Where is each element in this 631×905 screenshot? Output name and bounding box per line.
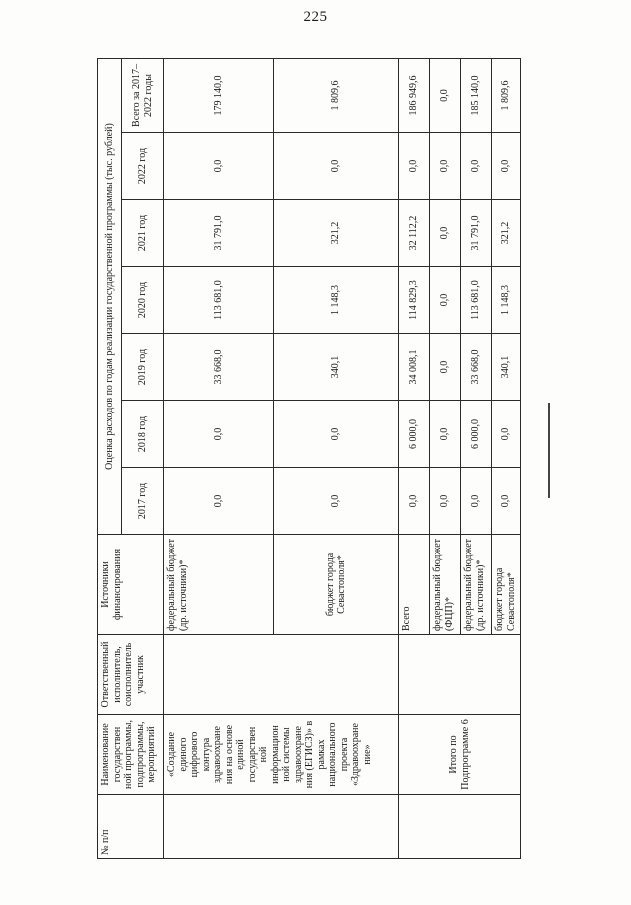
rotated-table-container <box>97 59 520 859</box>
value-cell: 0,0 <box>399 133 430 200</box>
value-cell: 0,0 <box>492 468 521 535</box>
value-cell: 340,1 <box>492 334 521 401</box>
header-name: Наименование государствен ной программы, подпрограммы, мероприятий <box>98 715 164 795</box>
value-cell: 1 148,3 <box>274 267 399 334</box>
total-no-cell <box>399 795 521 859</box>
value-cell: 321,2 <box>492 200 521 267</box>
value-cell: 186 949,6 <box>399 58 430 132</box>
scan-mark <box>548 403 550 498</box>
total-responsible-cell <box>399 635 521 715</box>
value-cell: 34 008,1 <box>399 334 430 401</box>
value-cell: 32 112,2 <box>399 200 430 267</box>
value-cell: 0,0 <box>430 334 461 401</box>
header-year-2019: 2019 год <box>122 334 164 401</box>
value-cell: 179 140,0 <box>164 58 274 132</box>
total-label: Итого по Подпрограмме 6 <box>399 715 521 795</box>
header-sources: Источники финансирования <box>98 535 164 635</box>
header-responsible: Ответственный исполнитель, соисполнитель участник <box>98 635 164 715</box>
value-cell: 340,1 <box>274 334 399 401</box>
source-label: федеральный бюджет (др. источники)* <box>164 535 274 635</box>
source-label: федеральный бюджет (др. источники)* <box>461 535 492 635</box>
value-cell: 114 829,3 <box>399 267 430 334</box>
page-number: 225 <box>303 9 328 25</box>
event-responsible-cell <box>164 635 399 715</box>
header-year-2018: 2018 год <box>122 401 164 468</box>
header-no: № п/п <box>98 795 164 859</box>
header-year-2021: 2021 год <box>122 200 164 267</box>
header-year-total: Всего за 2017–2022 годы <box>122 58 164 132</box>
table-row <box>164 58 274 858</box>
event-name: «Создание единого цифрового контура здравоохране ния на основе единой государствен ной информацион ной системы здравоохране ния (ЕГИСЗ)» в рамках национального проекта «Здравоохране ние» <box>164 715 399 795</box>
value-cell: 0,0 <box>274 468 399 535</box>
value-cell: 0,0 <box>430 133 461 200</box>
header-row-top <box>98 58 122 858</box>
value-cell: 113 681,0 <box>461 267 492 334</box>
value-cell: 1 809,6 <box>274 58 399 132</box>
financing-table <box>97 58 521 859</box>
value-cell: 0,0 <box>399 468 430 535</box>
value-cell: 6 000,0 <box>461 401 492 468</box>
value-cell: 31 791,0 <box>461 200 492 267</box>
header-year-2020: 2020 год <box>122 267 164 334</box>
value-cell: 113 681,0 <box>164 267 274 334</box>
value-cell: 6 000,0 <box>399 401 430 468</box>
value-cell: 0,0 <box>164 468 274 535</box>
header-year-2017: 2017 год <box>122 468 164 535</box>
source-label: Всего <box>399 535 430 635</box>
event-no-cell <box>164 795 399 859</box>
source-label: федеральный бюджет (ФЦП)* <box>430 535 461 635</box>
table-row <box>399 58 430 858</box>
source-label: бюджет города Севастополя* <box>274 535 399 635</box>
value-cell: 33 668,0 <box>461 334 492 401</box>
header-year-2022: 2022 год <box>122 133 164 200</box>
value-cell: 0,0 <box>274 401 399 468</box>
value-cell: 0,0 <box>430 401 461 468</box>
value-cell: 0,0 <box>461 468 492 535</box>
value-cell: 0,0 <box>430 267 461 334</box>
value-cell: 0,0 <box>430 58 461 132</box>
source-label: бюджет города Севастополя* <box>492 535 521 635</box>
value-cell: 0,0 <box>461 133 492 200</box>
value-cell: 1 148,3 <box>492 267 521 334</box>
header-estimate: Оценка расходов по годам реализации государственной программы (тыс. рублей) <box>98 58 122 534</box>
value-cell: 0,0 <box>492 133 521 200</box>
value-cell: 1 809,6 <box>492 58 521 132</box>
value-cell: 31 791,0 <box>164 200 274 267</box>
value-cell: 321,2 <box>274 200 399 267</box>
value-cell: 0,0 <box>430 200 461 267</box>
value-cell: 0,0 <box>274 133 399 200</box>
value-cell: 0,0 <box>430 468 461 535</box>
value-cell: 0,0 <box>492 401 521 468</box>
value-cell: 0,0 <box>164 133 274 200</box>
value-cell: 185 140,0 <box>461 58 492 132</box>
value-cell: 0,0 <box>164 401 274 468</box>
value-cell: 33 668,0 <box>164 334 274 401</box>
